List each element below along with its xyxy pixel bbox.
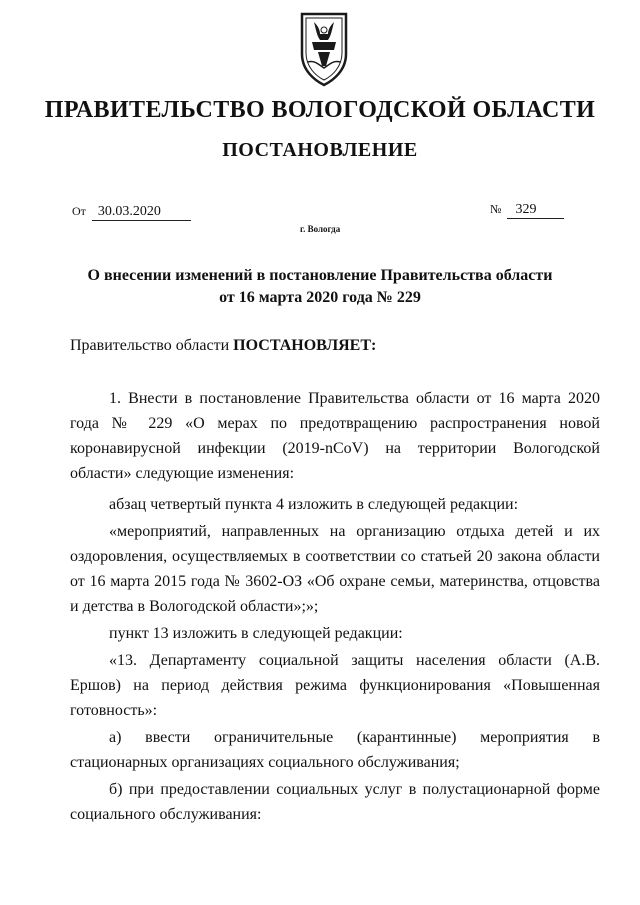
paragraph: б) при предоставлении социальных услуг в полустационарной форме социального обслуживания: xyxy=(70,781,600,823)
document-body xyxy=(70,386,600,829)
subject-line-1: О внесении изменений в постановление Правительства области xyxy=(87,267,553,284)
paragraph: 1. Внести в постановление Правительства области от 16 марта 2020 года № 229 «О мерах по предотвращению распространения новой коронавирусной инфекции (2019-nCoV) на территории Вологодской области» следующие изменения: xyxy=(70,390,600,482)
subject-line-2: от 16 марта 2020 года № 229 xyxy=(219,289,421,306)
paragraph: а) ввести ограничительные (карантинные) мероприятия в стационарных организациях социального обслуживания; xyxy=(70,729,600,771)
city-label: г. Вологда xyxy=(300,224,341,234)
document-type: ПОСТАНОВЛЕНИЕ xyxy=(222,139,418,161)
decree-lead: Правительство области xyxy=(70,337,230,354)
date-value: 30.03.2020 xyxy=(92,204,191,221)
date-prefix: От xyxy=(72,204,86,218)
paragraph: пункт 13 изложить в следующей редакции: xyxy=(109,625,403,642)
date-field xyxy=(72,204,191,221)
government-title: ПРАВИТЕЛЬСТВО ВОЛОГОДСКОЙ ОБЛАСТИ xyxy=(44,97,596,123)
decree-statement xyxy=(70,337,376,355)
paragraph: «мероприятий, направленных на организацию отдыха детей и их оздоровления, осуществляемых в соответствии со статьей 20 закона области от 16 марта 2015 года № 3602-ОЗ «Об охране семьи, материнства, отцовства и детства в Вологодской области»;»; xyxy=(70,523,600,615)
number-prefix: № xyxy=(490,202,502,216)
coat-of-arms-icon xyxy=(298,10,350,88)
decree-keyword: ПОСТАНОВЛЯЕТ: xyxy=(233,337,377,354)
number-field xyxy=(490,202,564,219)
paragraph: «13. Департаменту социальной защиты населения области (А.В. Ершов) на период действия режима функционирования «Повышенная готовность»: xyxy=(70,652,600,719)
document-subject xyxy=(40,265,600,309)
number-value: 329 xyxy=(507,202,564,219)
paragraph: абзац четвертый пункта 4 изложить в следующей редакции: xyxy=(109,496,519,513)
